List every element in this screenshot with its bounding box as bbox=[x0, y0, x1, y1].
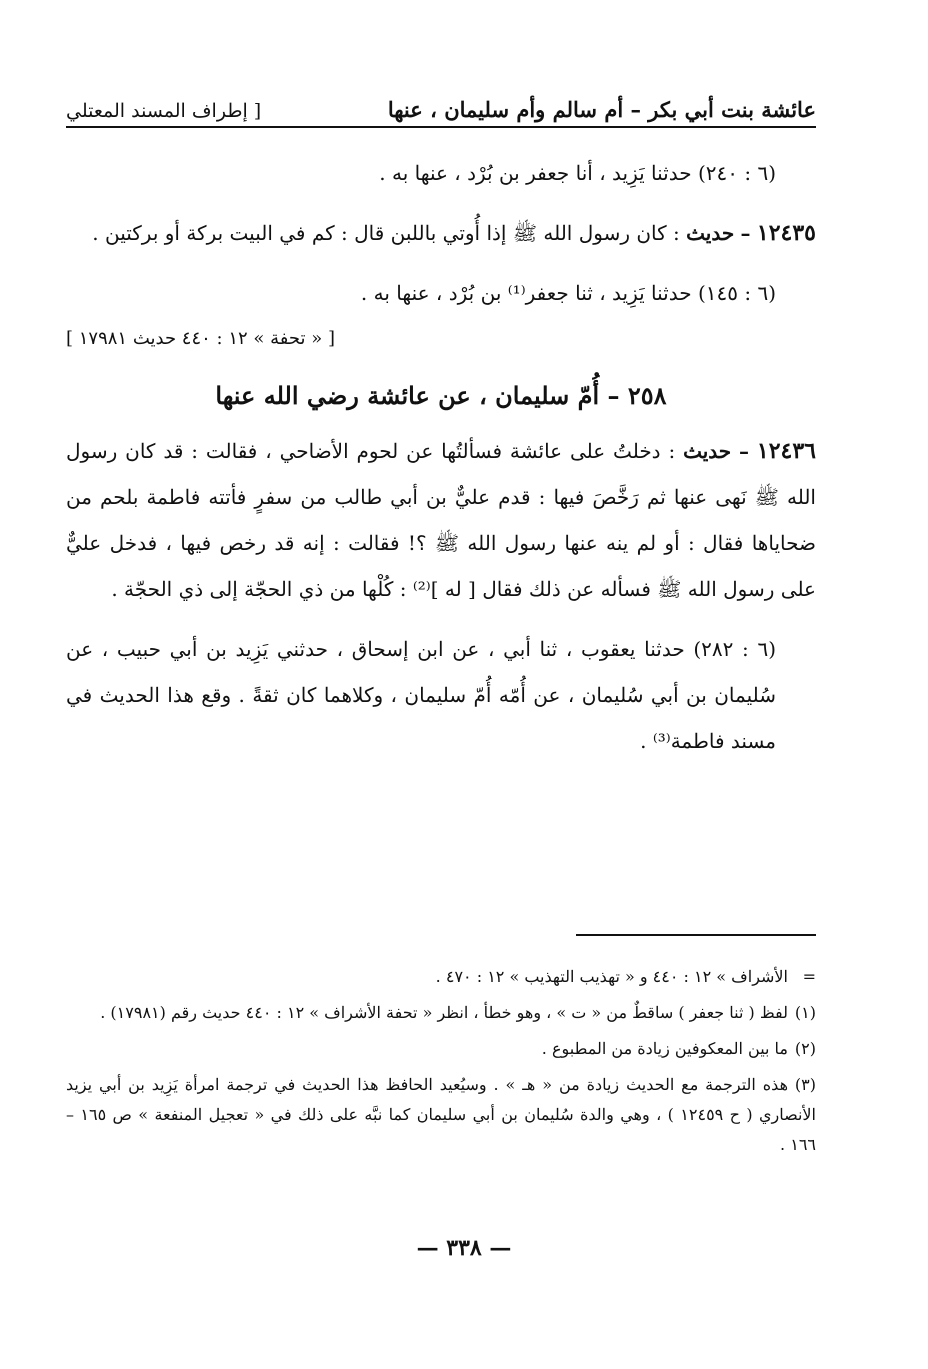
main-text bbox=[66, 150, 816, 764]
spacer bbox=[66, 612, 816, 626]
header-title-right: عائشة بنت أبي بكر – أم سالم وأم سليمان ، عنها bbox=[387, 97, 816, 122]
footnote-mark: (٣) bbox=[794, 1075, 817, 1094]
footnote-text: لفظ ( ثنا جعفر ) ساقطٌ من « ت » ، وهو خطأ ، انظر « تحفة الأشراف » ١٢ : ٤٤٠ حديث رقم (١٧٩٨١) . bbox=[100, 1003, 788, 1022]
footnote-1 bbox=[66, 998, 816, 1028]
hadith-number: ١٢٤٣٥ bbox=[756, 220, 816, 246]
isnad-paragraph: (٦ : ٢٤٠) حدثنا يَزِيد ، أنا جعفر بن بُرْد ، عنها به . bbox=[379, 161, 776, 185]
spacer bbox=[66, 256, 816, 270]
hadith-keyword: حديث bbox=[686, 221, 735, 245]
spacer bbox=[66, 196, 816, 210]
page-number: — ٣٣٨ — bbox=[416, 1235, 512, 1261]
footnote-text: الأشراف » ١٢ : ٤٤٠ و « تهذيب التهذيب » ١٢ : ٤٧٠ . bbox=[435, 967, 788, 986]
chapter-heading: ٢٥٨ – أُمّ سليمان ، عن عائشة رضي الله عنها bbox=[215, 381, 667, 410]
hadith-dash: – bbox=[740, 221, 751, 245]
footnote-text: ما بين المعكوفين زيادة من المطبوع . bbox=[541, 1039, 788, 1058]
footnote-mark: (١) bbox=[794, 1003, 816, 1022]
hadith-text: : دخلتُ على عائشة فسألتُها عن لحوم الأضاحي ، فقالت : قد كان رسول الله ﷺ نَهى عنها ثم رَخَّصَ فيها : قدم عليٌّ بن أبي طالب من سفرٍ فأتته فاطمة بلحم من ضحاياها فقال : أو لم ينه عنها رسول الله ﷺ ؟! فقالت : إنه قد رخص فيها ، فدخل عليٌّ على رسول الله ﷺ فسأله عن ذلك فقال [ له ]⁽²⁾ : كُلْها من ذي الحجّة إلى ذي الحجّة . bbox=[66, 439, 816, 601]
running-header bbox=[66, 88, 816, 122]
footnote-2 bbox=[66, 1034, 816, 1064]
hadith-entry bbox=[66, 428, 816, 612]
hadith-entry bbox=[66, 210, 816, 256]
footnote-rule bbox=[576, 934, 816, 936]
footnotes bbox=[66, 962, 816, 1166]
hadith-keyword: حديث bbox=[683, 439, 732, 463]
hadith-text: : كان رسول الله ﷺ إذا أُوتي باللبن قال : كم في البيت بركة أو بركتين . bbox=[92, 221, 680, 245]
footnote-continuation bbox=[66, 962, 816, 992]
footnote-mark: (٢) bbox=[794, 1039, 816, 1058]
isnad-paragraph: (٦ : ٢٨٢) حدثنا يعقوب ، ثنا أبي ، عن ابن إسحاق ، حدثني يَزِيد بن أبي حبيب ، عن سُليمان بن أبي سُليمان ، عن أُمّه أُمّ سليمان ، وكلاهما كان ثقةً . وقع هذا الحديث في مسند فاطمة⁽³⁾ . bbox=[66, 637, 776, 753]
footnote-mark: = bbox=[802, 967, 816, 986]
footnote-3 bbox=[66, 1070, 816, 1160]
hadith-dash: – bbox=[739, 439, 750, 463]
footnote-text: هذه الترجمة مع الحديث زيادة من « هـ » . وسيُعيد الحافظ هذا الحديث في ترجمة امرأة يَزِيد بن أبي يزيد الأنصاري ( ح ١٢٤٥٩ ) ، وهي والدة سُليمان بن أبي سليمان كما نبَّه على ذلك في « تعجيل المنفعة » ص ١٦٥ – ١٦٦ . bbox=[66, 1075, 816, 1154]
hadith-number: ١٢٤٣٦ bbox=[756, 438, 816, 464]
isnad-paragraph: (٦ : ١٤٥) حدثنا يَزِيد ، ثنا جعفر⁽¹⁾ بن بُرْد ، عنها به . bbox=[360, 281, 776, 305]
header-title-left: [ إطراف المسند المعتلي bbox=[66, 100, 262, 122]
tuhfa-reference: [ « تحفة » ١٢ : ٤٤٠ حديث ١٧٩٨١ ] bbox=[66, 328, 335, 349]
header-rule bbox=[66, 126, 816, 128]
